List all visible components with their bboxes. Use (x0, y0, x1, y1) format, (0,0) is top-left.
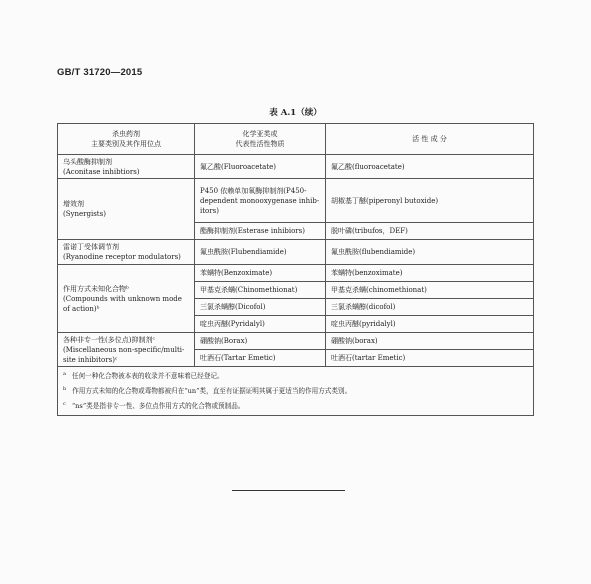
category-cell (58, 240, 195, 265)
subclass-line: P450 依赖单加氧酶抑制剂(P450- (200, 186, 307, 195)
table-row (58, 179, 534, 223)
subclass-cell (195, 282, 326, 299)
category-line: 乌头酸酶抑制剂 (63, 157, 112, 166)
ingredient-cell: 苯螨特(benzoximate) (326, 265, 534, 282)
subclass-cell (195, 240, 326, 265)
category-line: (Synergists) (63, 210, 106, 218)
ingredient-cell: 吐酒石(tartar Emetic) (326, 350, 534, 367)
header-category-line1: 杀虫药剂 (112, 130, 140, 138)
category-line: (Compounds with unknown mode (63, 294, 182, 303)
subclass-cell (195, 265, 326, 282)
notes-cell (58, 367, 534, 416)
header-category-line2: 主要类别及其作用位点 (91, 140, 161, 148)
header-ingredient: 活 性 成 分 (326, 124, 534, 155)
category-line: (Ryanodine receptor modulators) (63, 253, 181, 261)
standard-code: GB/T 31720—2015 (57, 67, 143, 78)
footnote-text: “ns”类是指非专一性、多位点作用方式的化合物或预制品。 (71, 402, 245, 411)
footnote (63, 383, 528, 398)
ingredient-cell: 氟乙酸(fluoroacetate) (326, 155, 534, 179)
subclass-line: 氟虫酰胺(Flubendiamide) (200, 248, 287, 256)
table-row (58, 265, 534, 282)
subclass-line: 氟乙酸(Fluoroacetate) (200, 162, 277, 171)
subclass-cell (195, 316, 326, 333)
subclass-cell (195, 333, 326, 350)
category-line: 各种非专一性(多位点)抑制剂ᶜ (63, 335, 155, 344)
subclass-cell (195, 223, 326, 240)
subclass-line: 酯酶抑制剂(Esterase inhibiors) (200, 227, 305, 235)
ingredient-cell: 脱叶磷(tribufos，DEF) (326, 223, 534, 240)
subclass-line: 苯螨特(Benzoximate) (200, 269, 273, 277)
footnote-text: 任何一种化合物被本表的收录并不意味着已经登记。 (71, 372, 224, 381)
table-row (58, 240, 534, 265)
table-row (58, 333, 534, 350)
category-line: of action)ᵇ (63, 304, 100, 313)
subclass-cell (195, 350, 326, 367)
insecticide-table (57, 123, 534, 416)
subclass-line: 吐酒石(Tartar Emetic) (200, 354, 276, 362)
subclass-line: dependent monooxygenase inhib- (200, 196, 320, 205)
category-line: 雷诺丁受体调节剂 (63, 243, 119, 251)
category-line: (Miscellaneous non-specific/multi- (63, 345, 185, 354)
footnote-mark: a (63, 371, 66, 377)
ingredient-cell: 氟虫酰胺(flubendiamide) (326, 240, 534, 265)
ingredient-cell: 胡椒基丁醚(piperonyl butoxide) (326, 179, 534, 223)
subclass-cell (195, 299, 326, 316)
table-caption: 表 A.1（续） (269, 108, 322, 118)
category-line: (Aconitase inhibtiors) (63, 167, 140, 176)
category-cell (58, 333, 195, 367)
subclass-line: itors) (200, 206, 219, 215)
notes-row (58, 367, 534, 416)
subclass-line: 三氯杀螨醇(Dicofol) (200, 303, 266, 311)
category-line: site inhibitors)ᶜ (63, 355, 118, 364)
footer-rule (232, 490, 345, 491)
footnote (63, 368, 528, 383)
footnote (63, 398, 528, 413)
category-cell (58, 265, 195, 333)
category-line: 作用方式未知化合物ᵇ (63, 284, 129, 293)
table-header-row (58, 124, 534, 155)
subclass-line: 甲基克杀螨(Chinomethionat) (200, 286, 298, 294)
subclass-line: 啶虫丙醚(Pyridalyl) (200, 320, 265, 328)
footnote-mark: c (63, 401, 66, 408)
category-cell (58, 179, 195, 240)
header-subclass-line2: 代表性活性物质 (235, 140, 285, 148)
ingredient-cell: 啶虫丙醚(pyridalyl) (326, 316, 534, 333)
subclass-cell (195, 179, 326, 223)
header-subclass-line1: 化学亚类或 (242, 130, 278, 138)
ingredient-cell: 甲基克杀螨(chinomethionat) (326, 282, 534, 299)
ingredient-cell: 硼酸钠(borax) (326, 333, 534, 350)
header-category (58, 124, 195, 155)
footnote-text: 作用方式未知的化合物或毒物都被归在“un”类，直至有证据证明其属于更适当的作用方式类别。 (72, 387, 352, 396)
category-line: 增效剂 (63, 200, 84, 208)
footnote-mark: b (63, 386, 67, 393)
category-cell (58, 155, 195, 179)
table-row (58, 155, 534, 179)
subclass-cell (195, 155, 326, 179)
subclass-line: 硼酸钠(Borax) (200, 337, 248, 345)
ingredient-cell: 三氯杀螨醇(dicofol) (326, 299, 534, 316)
header-subclass (195, 124, 326, 155)
